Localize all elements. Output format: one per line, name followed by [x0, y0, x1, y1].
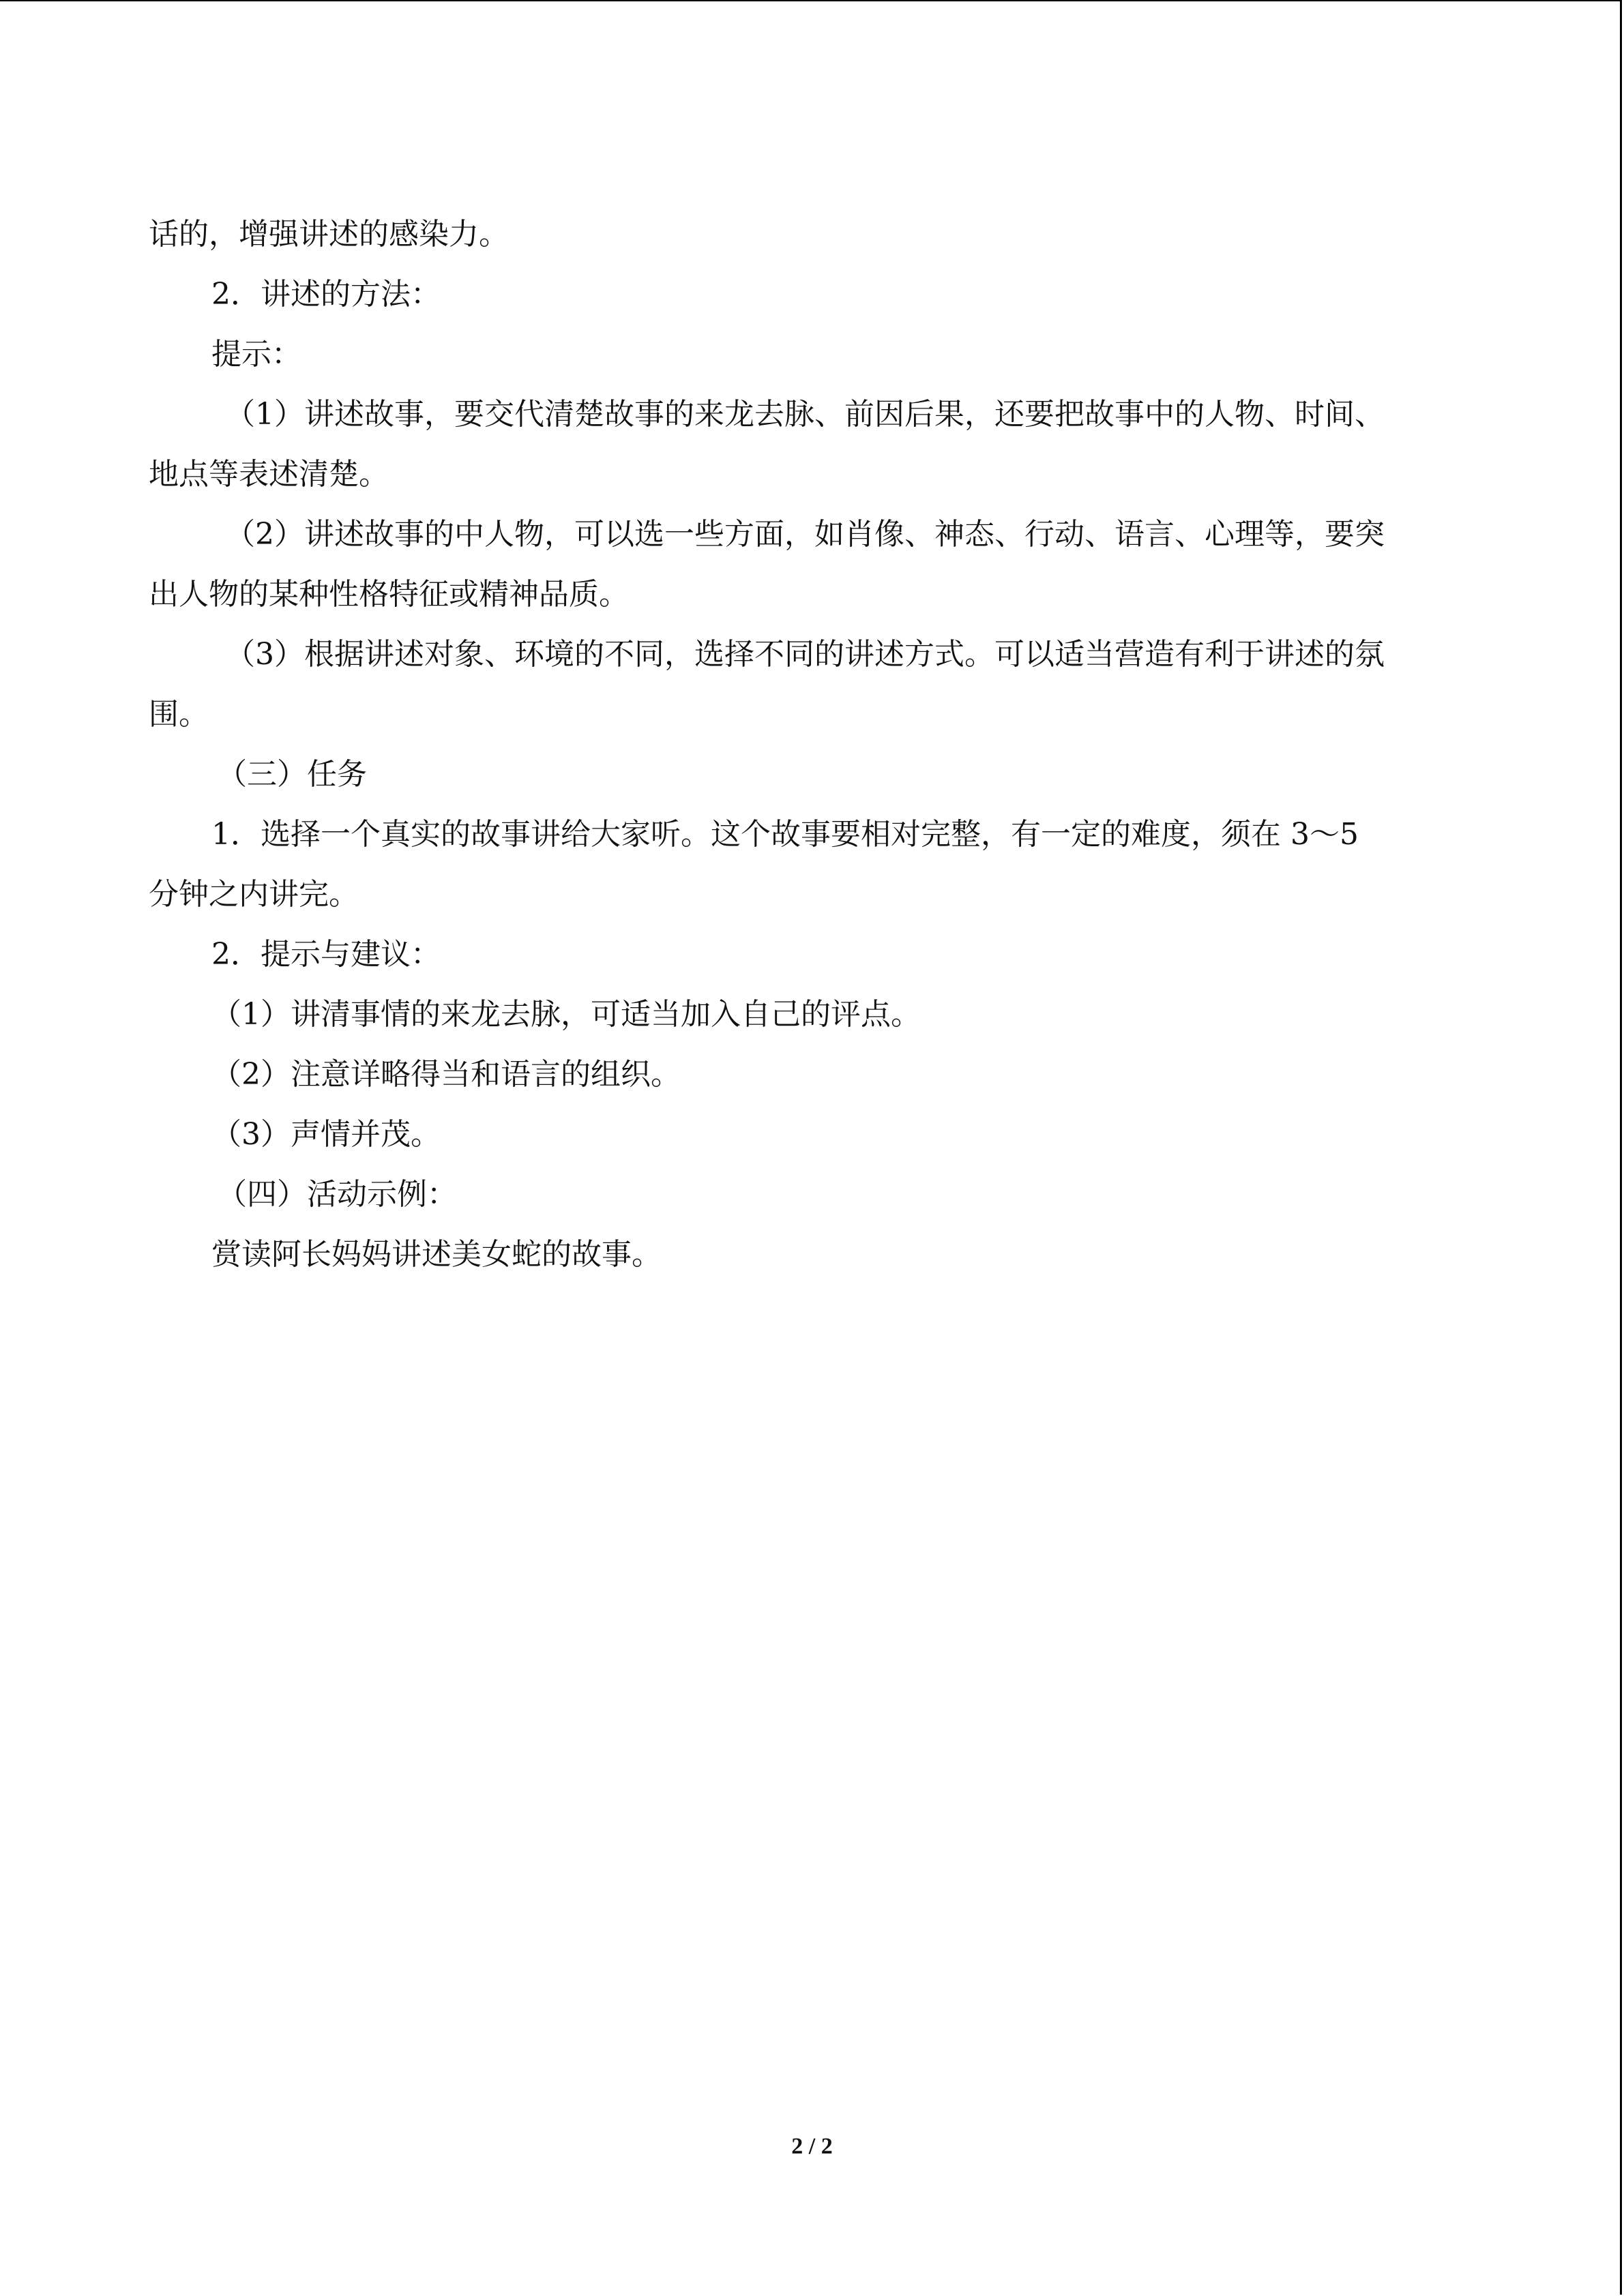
section-heading: 2．讲述的方法： — [211, 277, 441, 312]
list-item: （1）讲清事情的来龙去脉，可适当加入自己的评点。 — [211, 997, 921, 1032]
list-item: 1．选择一个真实的故事讲给大家听。这个故事要相对完整，有一定的难度，须在 3～5 — [211, 817, 1359, 852]
list-item: （2）讲述故事的中人物，可以选一些方面，如肖像、神态、行动、语言、心理等，要突 — [225, 517, 1385, 552]
page-number: 2 / 2 — [791, 2134, 833, 2159]
list-item: （2）注意详略得当和语言的组织。 — [211, 1057, 681, 1092]
section-heading: （三）任务 — [217, 757, 367, 792]
paragraph-line: 提示： — [211, 337, 301, 372]
list-item: （3）根据讲述对象、环境的不同，选择不同的讲述方式。可以适当营造有利于讲述的氛 — [225, 637, 1385, 672]
paragraph-line: 话的，增强讲述的感染力。 — [149, 217, 509, 252]
section-heading: （四）活动示例： — [217, 1177, 457, 1212]
paragraph-line: 围。 — [149, 697, 209, 732]
section-heading: 2．提示与建议： — [211, 937, 441, 972]
list-item: （1）讲述故事，要交代清楚故事的来龙去脉、前因后果，还要把故事中的人物、时间、 — [225, 397, 1385, 432]
list-item: （3）声情并茂。 — [211, 1117, 441, 1152]
document-body — [149, 205, 1479, 1285]
paragraph-line: 出人物的某种性格特征或精神品质。 — [149, 577, 629, 612]
paragraph-line: 赏读阿长妈妈讲述美女蛇的故事。 — [211, 1237, 662, 1272]
paragraph-line: 地点等表述清楚。 — [149, 457, 389, 492]
paragraph-line: 分钟之内讲完。 — [149, 877, 359, 912]
